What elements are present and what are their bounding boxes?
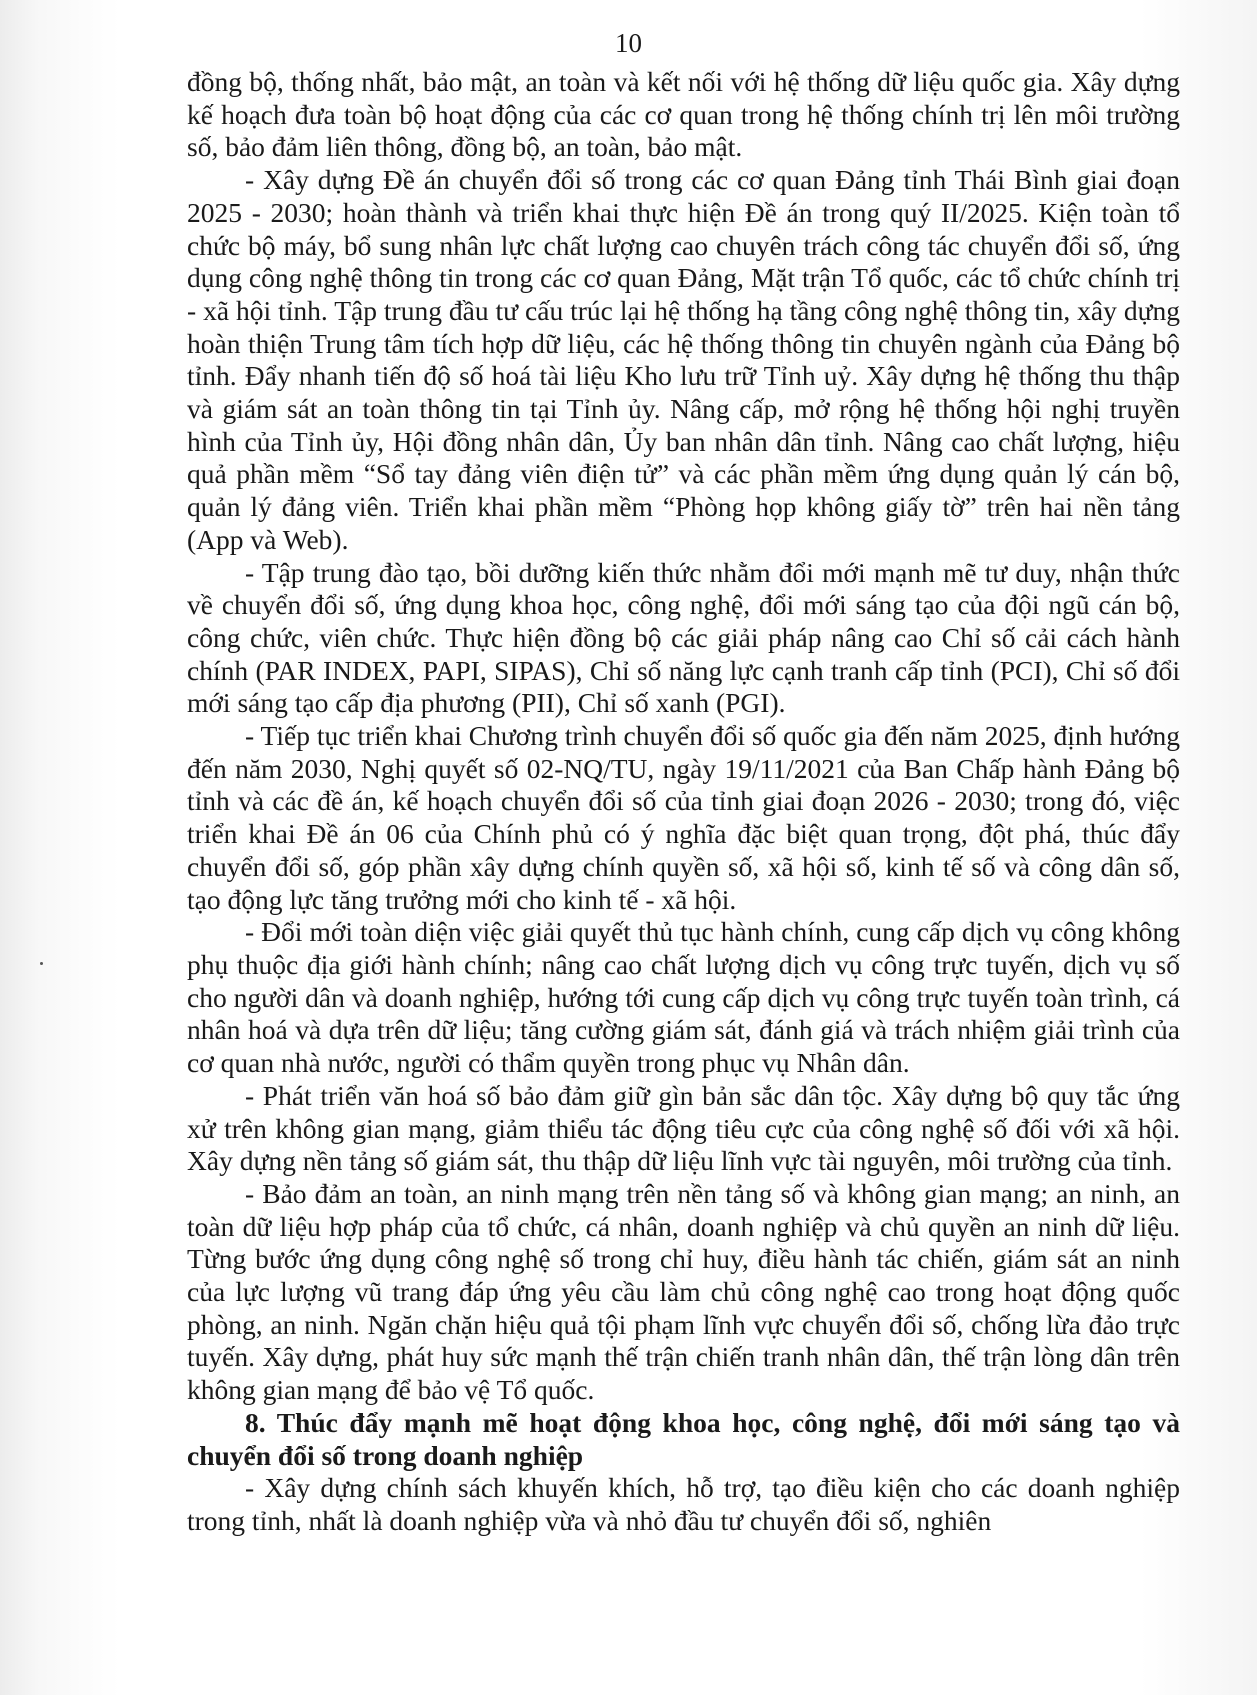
paragraph-7: - Bảo đảm an toàn, an ninh mạng trên nền tảng số và không gian mạng; an ninh, an toàn dữ liệu hợp pháp của tổ chức, cá nhân, doanh nghiệp và chủ quyền an ninh dữ liệu. Từng bước ứng dụng công nghệ số trong chỉ huy, điều hành tác chiến, giám sát an ninh của lực lượng vũ trang đáp ứng yêu cầu làm chủ công nghệ cao trong hoạt động quốc phòng, an ninh. Ngăn chặn hiệu quả tội phạm lĩnh vực chuyển đổi số, chống lừa đảo trực tuyến. Xây dựng, phát huy sức mạnh thế trận chiến tranh nhân dân, thế trận lòng dân trên không gian mạng để bảo vệ Tổ quốc. xyxy=(187,1177,1180,1406)
section-heading: 8. Thúc đẩy mạnh mẽ hoạt động khoa học, công nghệ, đổi mới sáng tạo và chuyển đổi số trong doanh nghiệp xyxy=(187,1406,1180,1471)
paragraph-5: - Đổi mới toàn diện việc giải quyết thủ tục hành chính, cung cấp dịch vụ công không phụ thuộc địa giới hành chính; nâng cao chất lượng dịch vụ công trực tuyến, dịch vụ số cho người dân và doanh nghiệp, hướng tới cung cấp dịch vụ công trực tuyến toàn trình, cá nhân hoá và dựa trên dữ liệu; tăng cường giám sát, đánh giá và trách nhiệm giải trình của cơ quan nhà nước, người có thẩm quyền trong phục vụ Nhân dân. xyxy=(187,916,1180,1079)
document-body xyxy=(187,66,1180,1538)
page-number: 10 xyxy=(615,28,642,58)
paragraph-2: - Xây dựng Đề án chuyển đổi số trong các cơ quan Đảng tỉnh Thái Bình giai đoạn 2025 - 2030; hoàn thành và triển khai thực hiện Đề án trong quý II/2025. Kiện toàn tổ chức bộ máy, bổ sung nhân lực chất lượng cao chuyên trách công tác chuyển đổi số, ứng dụng công nghệ thông tin trong các cơ quan Đảng, Mặt trận Tổ quốc, các tổ chức chính trị - xã hội tỉnh. Tập trung đầu tư cấu trúc lại hệ thống hạ tầng công nghệ thông tin, xây dựng hoàn thiện Trung tâm tích hợp dữ liệu, các hệ thống thông tin chuyên ngành của Đảng bộ tỉnh. Đẩy nhanh tiến độ số hoá tài liệu Kho lưu trữ Tỉnh uỷ. Xây dựng hệ thống thu thập và giám sát an toàn thông tin tại Tỉnh ủy. Nâng cấp, mở rộng hệ thống hội nghị truyền hình của Tỉnh ủy, Hội đồng nhân dân, Ủy ban nhân dân tỉnh. Nâng cao chất lượng, hiệu quả phần mềm “Sổ tay đảng viên điện tử” và các phần mềm ứng dụng quản lý cán bộ, quản lý đảng viên. Triển khai phần mềm “Phòng họp không giấy tờ” trên hai nền tảng (App và Web). xyxy=(187,164,1180,555)
paragraph-4: - Tiếp tục triển khai Chương trình chuyển đổi số quốc gia đến năm 2025, định hướng đến năm 2030, Nghị quyết số 02-NQ/TU, ngày 19/11/2021 của Ban Chấp hành Đảng bộ tỉnh và các đề án, kế hoạch chuyển đổi số của tỉnh giai đoạn 2026 - 2030; trong đó, việc triển khai Đề án 06 của Chính phủ có ý nghĩa đặc biệt quan trọng, đột phá, thúc đẩy chuyển đổi số, góp phần xây dựng chính quyền số, xã hội số, kinh tế số và công dân số, tạo động lực tăng trưởng mới cho kinh tế - xã hội. xyxy=(187,720,1180,915)
paragraph-1: đồng bộ, thống nhất, bảo mật, an toàn và kết nối với hệ thống dữ liệu quốc gia. Xây dựng kế hoạch đưa toàn bộ hoạt động của các cơ quan trong hệ thống chính trị lên môi trường số, bảo đảm liên thông, đồng bộ, an toàn, bảo mật. xyxy=(187,66,1180,163)
paragraph-8: - Xây dựng chính sách khuyến khích, hỗ trợ, tạo điều kiện cho các doanh nghiệp trong tỉnh, nhất là doanh nghiệp vừa và nhỏ đầu tư chuyển đổi số, nghiên xyxy=(187,1472,1180,1536)
scan-speck xyxy=(40,962,43,965)
paragraph-6: - Phát triển văn hoá số bảo đảm giữ gìn bản sắc dân tộc. Xây dựng bộ quy tắc ứng xử trên không gian mạng, giảm thiểu tác động tiêu cực của công nghệ số đối với xã hội. Xây dựng nền tảng số giám sát, thu thập dữ liệu lĩnh vực tài nguyên, môi trường của tỉnh. xyxy=(187,1079,1180,1177)
paragraph-3: - Tập trung đào tạo, bồi dưỡng kiến thức nhằm đổi mới mạnh mẽ tư duy, nhận thức về chuyển đổi số, ứng dụng khoa học, công nghệ, đổi mới sáng tạo của đội ngũ cán bộ, công chức, viên chức. Thực hiện đồng bộ các giải pháp nâng cao Chỉ số cải cách hành chính (PAR INDEX, PAPI, SIPAS), Chỉ số năng lực cạnh tranh cấp tỉnh (PCI), Chỉ số đổi mới sáng tạo cấp địa phương (PII), Chỉ số xanh (PGI). xyxy=(187,556,1180,719)
